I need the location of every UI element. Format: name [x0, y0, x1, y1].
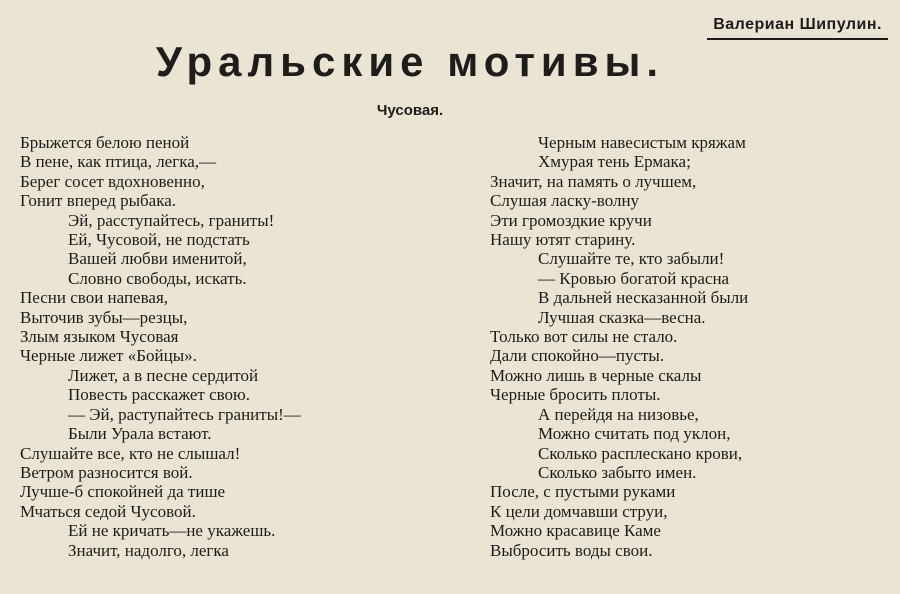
poem-line: Черные бросить плоты.: [490, 385, 661, 405]
poem-line: Брыжется белою пеной: [20, 133, 190, 152]
poem-line: Значит, надолго, легка: [68, 540, 229, 560]
poem-line: Значит, на память о лучшем,: [490, 171, 697, 191]
poem-line: Берег сосет вдохновенно,: [20, 171, 205, 191]
poem-line: Лучшая сказка—весна.: [538, 307, 706, 327]
poem-line: Вашей любви именитой,: [68, 249, 247, 269]
poem-line: Можно красавице Каме: [490, 521, 661, 541]
poem-line: Можно считать под уклон,: [538, 424, 731, 444]
poem-line: Слушайте все, кто не слышал!: [20, 443, 241, 463]
poem-line: Можно лишь в черные скалы: [490, 365, 702, 385]
poem-line: Слушая ласку-волну: [490, 191, 640, 211]
poem-line: Песни свои напевая,: [20, 288, 169, 308]
poem-line: Мчаться седой Чусовой.: [20, 501, 196, 521]
poem-line: В пене, как птица, легка,—: [20, 152, 216, 172]
poem-line: — Эй, раступайтесь граниты!—: [68, 404, 301, 424]
poem-line: После, с пустыми руками: [490, 482, 676, 502]
poem-line: Выбросить воды свои.: [490, 540, 653, 560]
poem-line: — Кровью богатой красна: [538, 268, 730, 288]
poem-line: Слушайте те, кто забыли!: [538, 249, 725, 269]
poem-line: Словно свободы, искать.: [68, 268, 247, 288]
poem-subtitle: Чусовая.: [376, 102, 444, 119]
poem-line: К цели домчавши струи,: [490, 501, 668, 521]
poem-line: Хмурая тень Ермака;: [538, 152, 691, 172]
poem-column-left: [20, 133, 460, 560]
poem-line: Сколько расплескано крови,: [538, 443, 743, 463]
poem-line: Эти громоздкие кручи: [490, 210, 652, 230]
poem-line: Ей не кричать—не укажешь.: [68, 521, 276, 541]
poem-line: Злым языком Чусовая: [20, 327, 179, 347]
poem-title: Уральские мотивы.: [155, 38, 665, 85]
poem-line: Лижет, а в песне сердитой: [68, 365, 259, 385]
poem-line: Повесть расскажет свою.: [68, 385, 250, 405]
poem-line: А перейдя на низовье,: [538, 404, 699, 424]
poem-line: Нашу ютят старину.: [490, 230, 636, 250]
poem-line: В дальней несказанной были: [538, 288, 749, 308]
poem-line: Гонит вперед рыбака.: [20, 191, 177, 211]
poem-line: Черные лижет «Бойцы».: [20, 346, 197, 366]
poem-line: Черным навесистым кряжам: [538, 133, 746, 152]
poem-line: Были Урала встают.: [68, 424, 212, 444]
poem-line: Ей, Чусовой, не подстать: [68, 230, 250, 250]
author-name: Валериан Шипулин.: [707, 14, 888, 40]
poem-line: Дали спокойно—пусты.: [490, 346, 665, 366]
poem-line: Лучше-б спокойней да тише: [20, 482, 226, 502]
poem-line: Эй, расступайтесь, граниты!: [68, 210, 275, 230]
poem-line: Только вот силы не стало.: [490, 327, 678, 347]
poem-line: Выточив зубы—резцы,: [20, 307, 188, 327]
poem-column-right: [490, 133, 890, 560]
poem-line: Ветром разносится вой.: [20, 462, 193, 482]
poem-line: Сколько забыто имен.: [538, 462, 697, 482]
